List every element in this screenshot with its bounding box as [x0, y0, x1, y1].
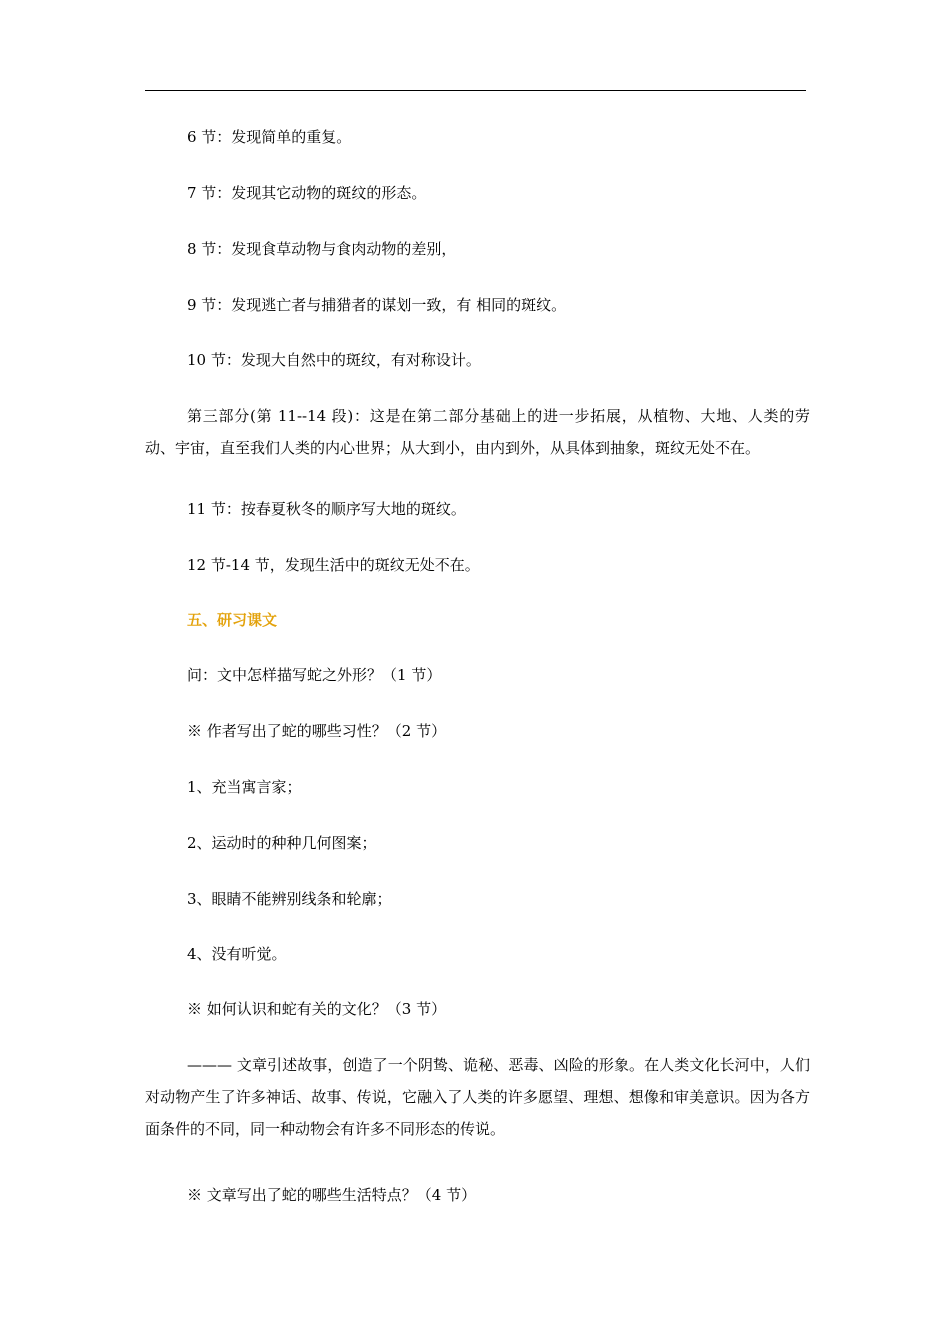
- part-three-paragraph: 第三部分(第 11--14 段)：这是在第二部分基础上的进一步拓展，从植物、大地、人类的劳动、宇宙，直至我们人类的内心世界；从大到小，由内到外，从具体到抽象，斑纹无处不在。: [145, 407, 810, 457]
- answer-3-paragraph: ——— 文章引述故事，创造了一个阴鸷、诡秘、恶毒、凶险的形象。在人类文化长河中，人们对动物产生了许多神话、故事、传说，它融入了人类的许多愿望、理想、想像和审美意识。因为各方面条件的不同，同一种动物会有许多不同形态的传说。: [145, 1056, 810, 1138]
- section-9-summary: 9 节：发现逃亡者与捕猎者的谋划一致，有 相同的斑纹。: [187, 296, 567, 314]
- answer-item-1: 1、充当寓言家；: [187, 778, 302, 796]
- question-1: 问：文中怎样描写蛇之外形？（1 节）: [187, 666, 442, 684]
- answer-item-4: 4、没有听觉。: [187, 945, 287, 963]
- section-10-summary: 10 节：发现大自然中的斑纹，有对称设计。: [187, 351, 481, 369]
- section-7-summary: 7 节：发现其它动物的斑纹的形态。: [187, 184, 427, 202]
- answer-item-3: 3、眼睛不能辨别线条和轮廓；: [187, 890, 392, 908]
- question-3: ※ 如何认识和蛇有关的文化？（3 节）: [187, 1000, 447, 1018]
- section-heading: 五、研习课文: [187, 611, 278, 629]
- section-11-summary: 11 节：按春夏秋冬的顺序写大地的斑纹。: [187, 500, 466, 518]
- header-rule: [145, 90, 806, 91]
- question-4: ※ 文章写出了蛇的哪些生活特点？（4 节）: [187, 1186, 477, 1204]
- section-12-14-summary: 12 节-14 节，发现生活中的斑纹无处不在。: [187, 556, 480, 574]
- question-2: ※ 作者写出了蛇的哪些习性？（2 节）: [187, 722, 447, 740]
- section-6-summary: 6 节：发现简单的重复。: [187, 128, 352, 146]
- section-8-summary: 8 节：发现食草动物与食肉动物的差别，: [187, 240, 457, 258]
- answer-item-2: 2、运动时的种种几何图案；: [187, 834, 377, 852]
